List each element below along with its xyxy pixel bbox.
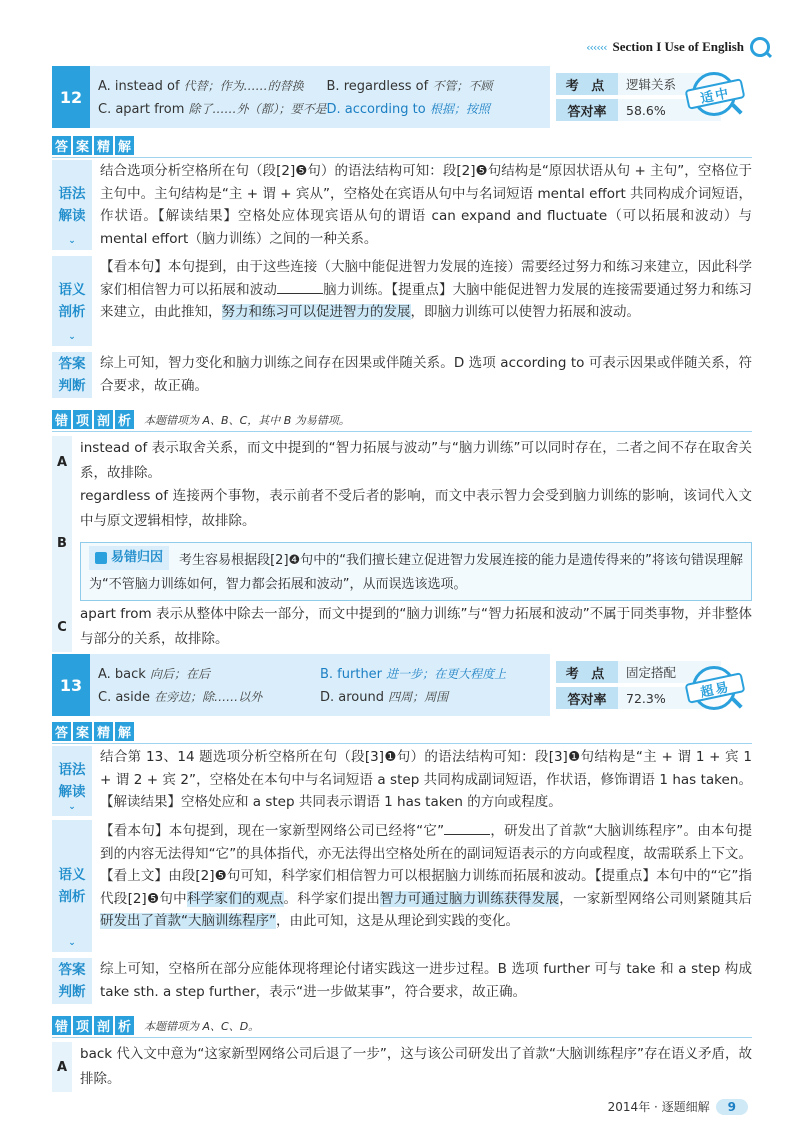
kaodian-label: 考 点 (556, 661, 618, 683)
meaning-text: 【看本句】本句提到，由于这些连接（大脑中能促进智力发展的连接）需要经过努力和练习来建立，因此科学家们相信智力可以拓展和波动 脑力训练。【提重点】大脑中能促进智力发展的连接需要通过努力和练习来建立，由此推知，努力和练习可以促进智力的发展，即脑力训练可以使智力拓展和波动。 (100, 259, 753, 320)
grammar-tag: 语法 解读 ⌄ (52, 160, 92, 250)
answer-analysis-heading: 答 案 精 解 (52, 136, 134, 155)
kaodian-label: 考 点 (556, 73, 618, 95)
answer-analysis-heading: 答 案 精 解 (52, 722, 134, 741)
magnifier-icon (750, 37, 770, 57)
option-c: C. aside 在旁边；除……以外 (98, 690, 263, 705)
wrong-option-a: A back 代入文中意为“这家新型网络公司后退了一步”，这与该公司研发出了首款“大脑训练程序”存在语义矛盾，故排除。 (52, 1042, 752, 1092)
rate-label: 答对率 (556, 99, 618, 121)
meaning-tag: 语义 剖析 ⌄ (52, 820, 92, 952)
answer-text: 综上可知，智力变化和脑力训练之间存在因果或伴随关系。D 选项 according to 可表示因果或伴随关系，符合要求，故正确。 (100, 355, 752, 394)
wrong-options-heading: 错 项 剖 析 本题错项为 A、C、D。 (52, 1016, 259, 1035)
page-number: 9 (716, 1099, 748, 1115)
blank-line (277, 280, 323, 294)
rate-value: 72.3% (618, 687, 721, 709)
option-d: D. around 四周；周围 (320, 690, 449, 705)
blank-line (444, 821, 490, 835)
meaning-text: 【看本句】本句提到，现在一家新型网络公司已经将“它” ，研发出了首款“大脑训练程序”。由本句提到的内容无法得知“它”的具体指代，亦无法得出空格处所在的副词短语表示的方向或程度，故需联系上下文。【看上文】由段[2]❺句可知，科学家们相信智力可以根据脑力训练而拓展和波动。【提重点】本句中的“它”指代段[2]❺句中科学家们的观点。科学家们提出智力可通过脑力训练获得发展，一家新型网络公司则紧随其后研发出了首款“大脑训练程序”，由此可知，这是从理论到实践的变化。 (100, 823, 753, 929)
question-number: 12 (52, 66, 90, 128)
divider (52, 743, 752, 744)
answer-block (52, 352, 752, 398)
divider (52, 157, 752, 158)
note-icon (95, 552, 107, 564)
section-title: Section I Use of English (612, 39, 744, 54)
meaning-block (52, 256, 752, 346)
answer-block (52, 958, 752, 1004)
option-d-correct: D. according to 根据；按照 (326, 102, 490, 117)
grammar-block (52, 746, 752, 816)
answer-text: 综上可知，空格所在部分应能体现将理论付诸实践这一进步过程。B 选项 further 可与 take 和 a step 构成 take sth. a step further，表示“进一步做某事”，符合要求，故正确。 (100, 961, 752, 1000)
kaodian-value: 固定搭配 (618, 661, 721, 683)
arrow-decoration-icon: ‹‹‹‹‹‹ (586, 40, 607, 54)
wrong-option-a: A instead of 表示取舍关系，而文中提到的“智力拓展与波动”与“脑力训练”可以同时存在，二者之间不存在取舍关系，故排除。 (52, 436, 752, 488)
meaning-tag: 语义 剖析 ⌄ (52, 256, 92, 346)
difficulty-label: 适中 (685, 78, 746, 110)
options-grid (90, 654, 550, 716)
difficulty-label: 超易 (685, 672, 746, 704)
wrong-option-c: C apart from 表示从整体中除去一部分，而文中提到的“脑力训练”与“智力拓展和波动”不属于同类事物，并非整体与部分的关系，故排除。 (52, 602, 752, 652)
chevron-down-icon: ⌄ (68, 332, 76, 342)
wrong-options-note: 本题错项为 A、B、C，其中 B 为易错项。 (144, 413, 350, 427)
answer-tag: 答案 判断 (52, 352, 92, 398)
options-grid (90, 66, 550, 128)
wrong-options-heading: 错 项 剖 析 本题错项为 A、B、C，其中 B 为易错项。 (52, 410, 350, 429)
error-cause-box: 易错归因 考生容易根据段[2]❹句中的“我们擅长建立促进智力发展连接的能力是遗传得来的”将该句错误理解为“不管脑力训练如何，智力都会拓展和波动”，从而误选该选项。 (80, 542, 752, 601)
grammar-block (52, 160, 752, 250)
answer-tag: 答案 判断 (52, 958, 92, 1004)
option-b: B. regardless of 不管；不顾 (326, 79, 493, 94)
option-a: A. back 向后；在后 (98, 667, 210, 682)
running-header (586, 36, 770, 58)
divider (52, 431, 752, 432)
kaodian-value: 逻辑关系 (618, 73, 721, 95)
question-13-card (52, 654, 752, 716)
question-12-card (52, 66, 752, 128)
rate-label: 答对率 (556, 687, 618, 709)
option-a: A. instead of 代替；作为……的替换 (98, 79, 304, 94)
page-footer (608, 1098, 748, 1115)
grammar-tag: 语法 解读 ⌄ (52, 746, 92, 816)
option-b-correct: B. further 进一步；在更大程度上 (320, 667, 507, 682)
wrong-option-b: B regardless of 连接两个事物，表示前者不受后者的影响，而文中表示智力会受到脑力训练的影响，该词代入文中与原文逻辑相悖，故排除。 易错归因 考生容易根据段[2]❹句中的“我们擅长建立促进智力发展连接的能力是遗传得来的”将该句错误理解为“不管脑力训练如何，智力都会拓展和波动”，从而误选该选项。 (52, 484, 752, 602)
chevron-down-icon: ⌄ (68, 802, 76, 812)
error-cause-tag: 易错归因 (89, 546, 169, 570)
chevron-down-icon: ⌄ (68, 236, 76, 246)
option-c: C. apart from 除了……外（都）；要不是 (98, 102, 327, 117)
meaning-block (52, 820, 752, 952)
chevron-down-icon: ⌄ (68, 938, 76, 948)
difficulty-stamp (686, 72, 752, 116)
footer-text: 2014年 · 逐题细解 (607, 1100, 710, 1114)
grammar-text: 结合第 13、14 题选项分析空格所在句（段[3]❶句）的语法结构可知：段[3]❶句结构是“主 + 谓 1 + 宾 1 + 谓 2 + 宾 2”，空格处在本句中与名词短语 a step 共同构成副词短语，作状语，修饰谓语 1 has taken。【解读结果】空格处应和 a step 共同表示谓语 1 has taken 的方向或程度。 (100, 749, 752, 810)
grammar-text: 结合选项分析空格所在句（段[2]❺句）的语法结构可知：段[2]❺句结构是“原因状语从句 + 主句”，空格位于主句中。主句结构是“主 + 谓 + 宾从”，空格处在宾语从句中与名词短语 mental effort 共同构成介词短语，作状语。【解读结果】空格处应体现宾语从句的谓语 can expand and fluctuate（可以拓展和波动）与 mental effort（脑力训练）之间的一种关系。 (100, 163, 752, 247)
wrong-options-note: 本题错项为 A、C、D。 (144, 1019, 260, 1033)
divider (52, 1037, 752, 1038)
rate-value: 58.6% (618, 99, 721, 121)
difficulty-stamp (686, 666, 752, 710)
question-number: 13 (52, 654, 90, 716)
